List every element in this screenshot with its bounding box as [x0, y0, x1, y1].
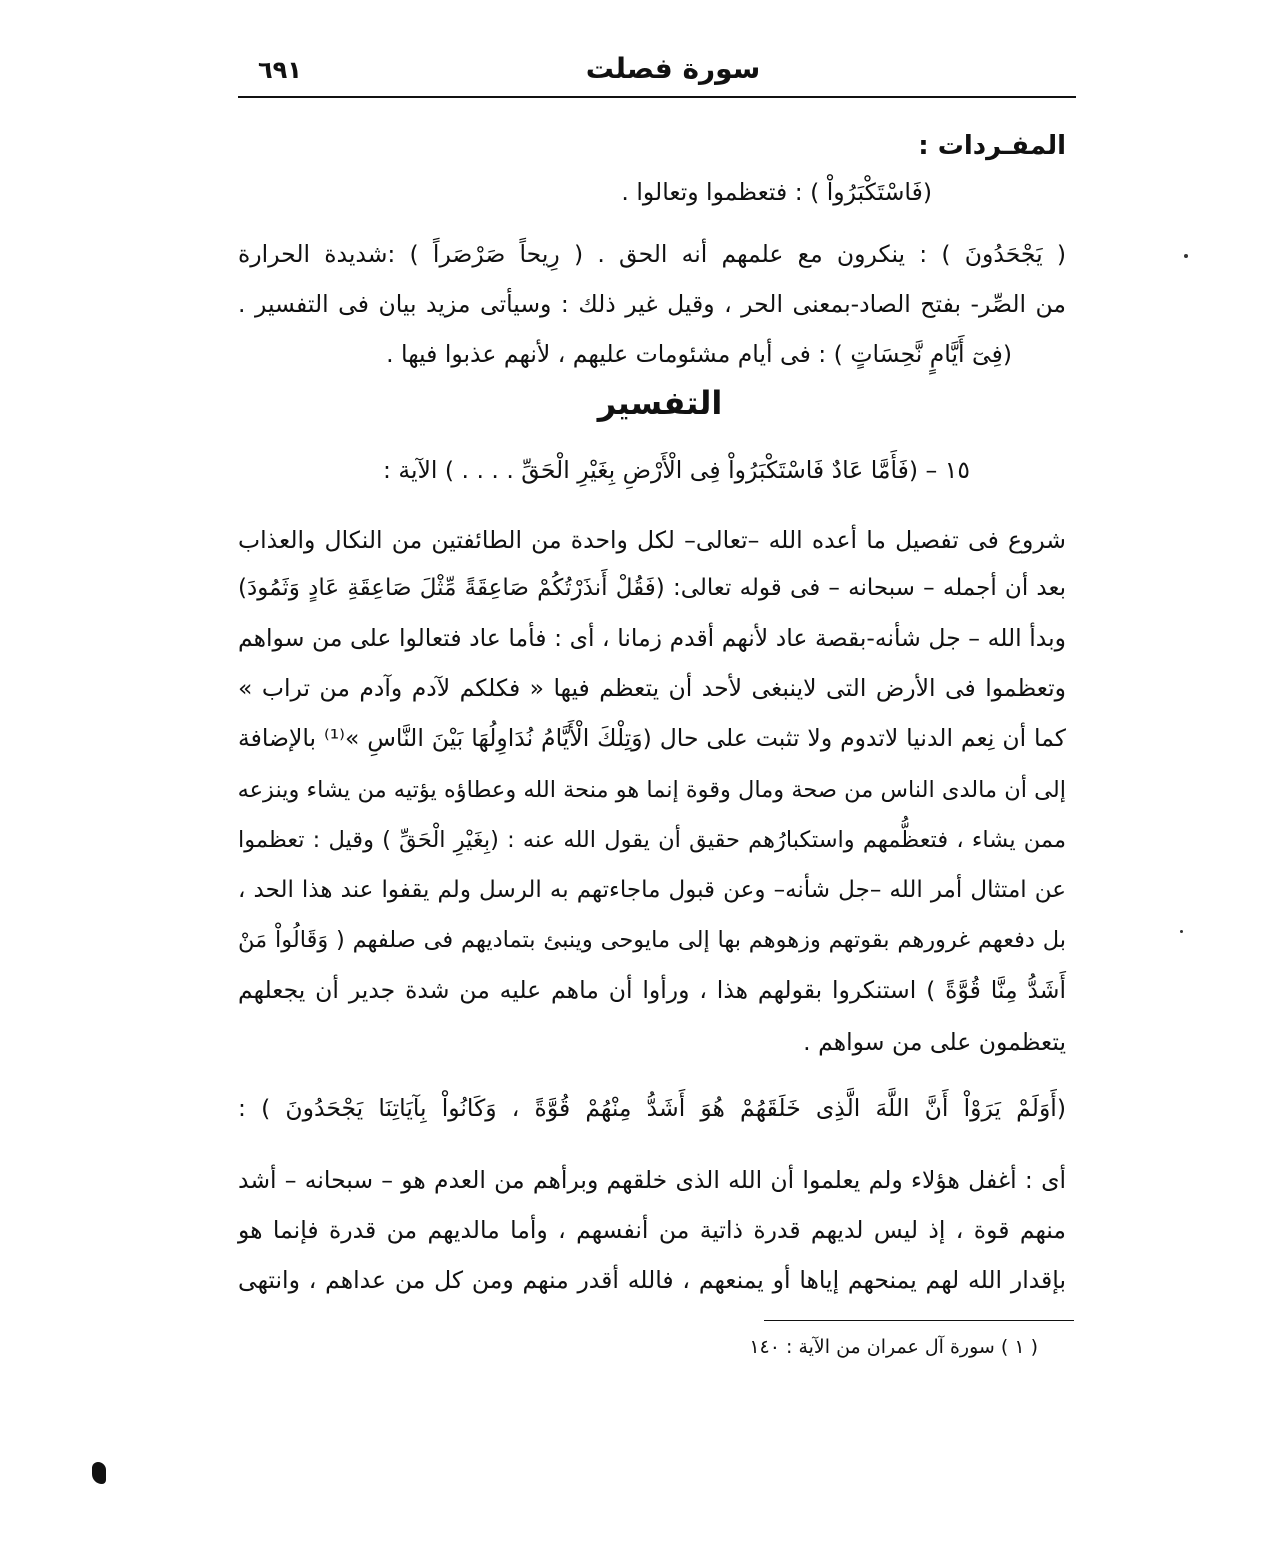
page-header [238, 48, 1076, 96]
paragraph-line: وبدأ الله – جل شأنه-بقصة عاد لأنهم أقدم زمانا ، أى : فأما عاد فتعالوا على من سواهم [238, 624, 1066, 652]
paragraph-line: بعد أن أجمله – سبحانه – فى قوله تعالى: (فَقُلْ أَنذَرْتُكُمْ صَاعِقَةً مِّثْلَ صَاعِقَةِ عَادٍ وَثَمُودَ) [238, 575, 1066, 601]
paragraph-line: منهم قوة ، إذ ليس لديهم قدرة ذاتية من أنفسهم ، وأما مالديهم من قدرة فإنما هو [238, 1216, 1066, 1244]
paragraph-line: بإقدار الله لهم يمنحهم إياها أو يمنعهم ، فالله أقدر منهم ومن كل من عداهم ، وانتهى [238, 1266, 1066, 1294]
footnote-rule [764, 1320, 1074, 1321]
paragraph-line: كما أن نِعم الدنيا لاتدوم ولا تثبت على حال (وَتِلْكَ الْأَيَّامُ نُدَاوِلُهَا بَيْنَ النَّاسِ »⁽¹⁾ بالإضافة [238, 724, 1066, 752]
paragraph-line: أى : أغفل هؤلاء ولم يعلموا أن الله الذى خلقهم وبرأهم من العدم هو – سبحانه – أشد [238, 1166, 1066, 1194]
scan-speck [1184, 254, 1188, 258]
verse-reference: ١٥ – (فَأَمَّا عَادٌ فَاسْتَكْبَرُواْ فِى الْأَرْضِ بِغَيْرِ الْحَقِّ . . . . ) الآية : [382, 456, 970, 484]
paragraph-line: أَشَدُّ مِنَّا قُوَّةً ) استنكروا بقولهم هذا ، ورأوا أن ماهم عليه من شدة جدير أن يجعلهم [238, 976, 1066, 1004]
quoted-verse: (أَوَلَمْ يَرَوْاْ أَنَّ اللَّهَ الَّذِى خَلَقَهُمْ هُوَ أَشَدُّ مِنْهُمْ قُوَّةً ، وَكَانُواْ بِآيَاتِنَا يَجْحَدُونَ ) : [238, 1094, 1066, 1122]
running-title: سورة فصلت [585, 52, 761, 85]
vocab-line: (فَاسْتَكْبَرُواْ ) : فتعظموا وتعالوا . [621, 178, 932, 206]
paragraph-line: شروع فى تفصيل ما أعده الله –تعالى– لكل واحدة من الطائفتين من النكال والعذاب [238, 526, 1066, 554]
paragraph-line: وتعظموا فى الأرض التى لاينبغى لأحد أن يتعظم فيها « فكلكم لآدم وآدم من تراب » [238, 674, 1066, 702]
scan-speck [1180, 930, 1183, 933]
vocab-heading: المفـردات : [918, 131, 1066, 161]
vocab-line: (فِىٓ أَيَّامٍ نَّحِسَاتٍ ) : فى أيام مشئومات عليهم ، لأنهم عذبوا فيها . [386, 340, 1012, 368]
footnote: ( ١ ) سورة آل عمران من الآية : ١٤٠ [749, 1336, 1038, 1358]
vocab-line: من الصِّر- بفتح الصاد-بمعنى الحر ، وقيل غير ذلك : وسيأتى مزيد بيان فى التفسير . [238, 290, 1066, 318]
header-rule [238, 96, 1076, 98]
paragraph-line: إلى أن مالدى الناس من صحة ومال وقوة إنما هو منحة الله وعطاؤه يؤتيه من يشاء وينزعه [237, 777, 1066, 803]
paragraph-line: ممن يشاء ، فتعظُّمهم واستكبارُهم حقيق أن يقول الله عنه : (بِغَيْرِ الْحَقِّ ) وقيل : تعظموا [238, 827, 1066, 853]
paragraph-line: يتعظمون على من سواهم . [803, 1028, 1066, 1056]
paragraph-line: بل دفعهم غرورهم بقوتهم وزهوهم بها إلى مايوحى وينبئ بتماديهم فى صلفهم ( وَقَالُواْ مَنْ [238, 927, 1066, 953]
section-heading: التفسير [597, 384, 723, 422]
vocab-line: ( يَجْحَدُونَ ) : ينكرون مع علمهم أنه الحق . ( رِيحاً صَرْصَراً ) :شديدة الحرارة [238, 240, 1066, 268]
corner-mark [92, 1462, 106, 1484]
page-number: ٦٩١ [258, 56, 302, 84]
paragraph-line: عن امتثال أمر الله –جل شأنه– وعن قبول ماجاءتهم به الرسل ولم يقفوا عند هذا الحد ، [238, 877, 1066, 903]
